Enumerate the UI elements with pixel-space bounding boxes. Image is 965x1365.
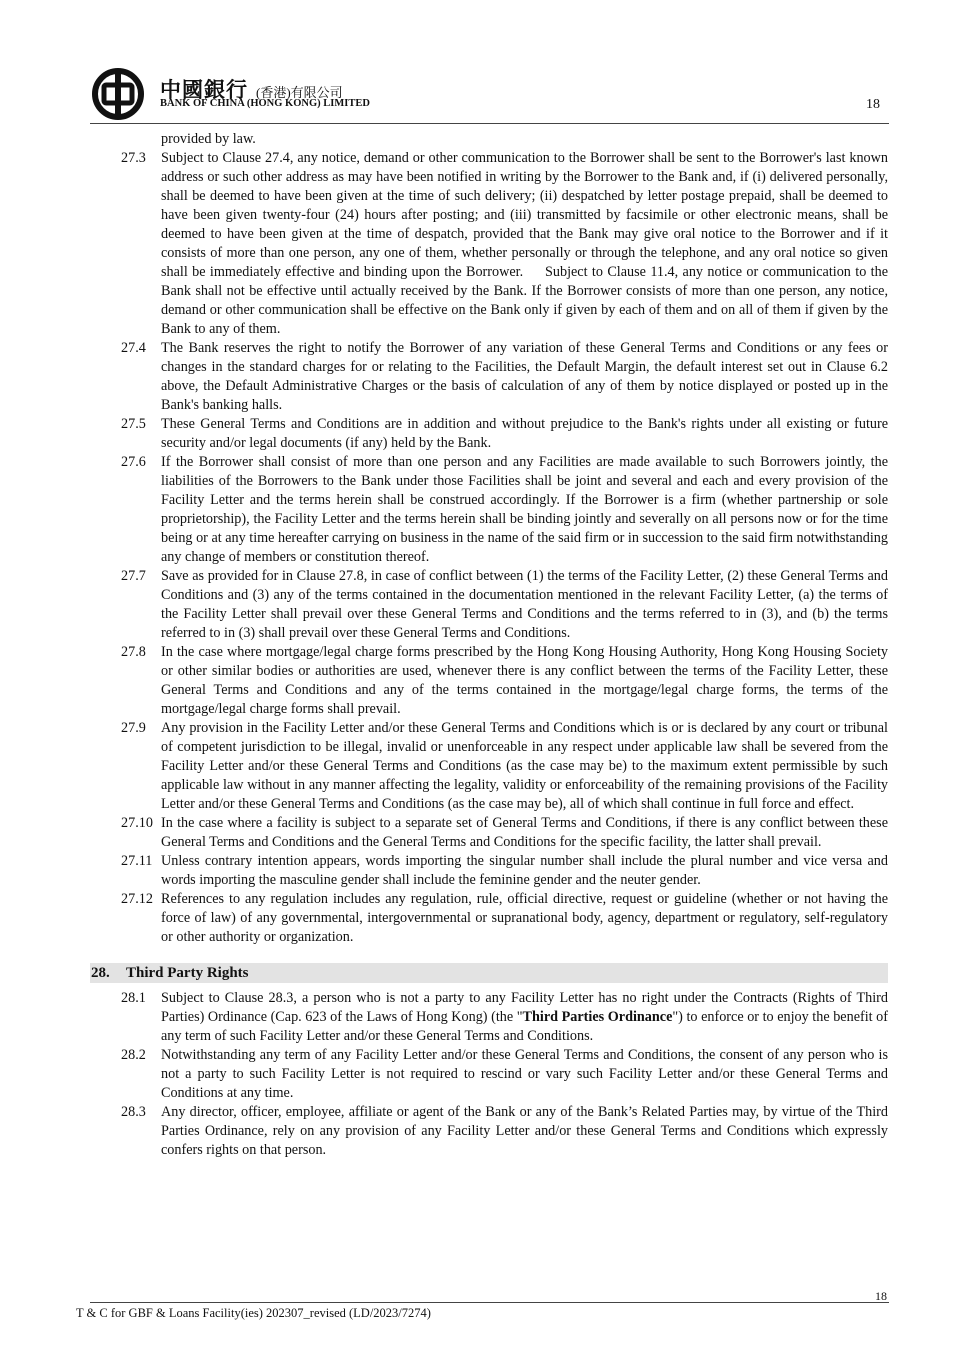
clause-number: 27.12 bbox=[121, 891, 153, 907]
document-reference: T & C for GBF & Loans Facility(ies) 202307_revised (LD/2023/7274) bbox=[76, 1306, 431, 1320]
clause-27-9 bbox=[90, 719, 888, 814]
continuation-text: provided by law. bbox=[161, 131, 256, 147]
page-header bbox=[90, 68, 890, 124]
clause-number: 27.7 bbox=[121, 568, 146, 584]
bank-logo-icon bbox=[90, 68, 146, 120]
clause-number: 28.2 bbox=[121, 1047, 146, 1063]
clause-28-3 bbox=[90, 1103, 888, 1160]
clause-number: 27.4 bbox=[121, 340, 146, 356]
logo-english-name: BANK OF CHINA (HONG KONG) LIMITED bbox=[160, 98, 370, 109]
section-title: Third Party Rights bbox=[126, 965, 249, 981]
clause-text: Subject to Clause 27.4, any notice, demand or other communication to the Borrower shall be sent to the Borrower's last known address or such other address as may have been notified in writing by the Borrower to the Bank and, if (i) delivered personally, shall be deemed to have been given at the time of such delivery; (ii) despatched by letter postage prepaid, shall be deemed to have been given twenty-four (24) hours after posting; and (iii) transmitted by facsimile or other electronic means, shall be deemed to have been given at the time of despatch, provided that the Bank may give oral notice to the Borrower and if it consists of more than one person, any one of them, whether personally or through the telephone, and any oral notice so given shall be immediately effective and binding upon the Borrower. Subject to Clause 11.4, any notice or communication to the Bank shall not be effective until actually received by the Bank. If the Borrower consists of more than one person, any notice, demand or other communication shall be effective on the Bank only if given by each of them and on all of them if given by the Bank to any of them. bbox=[161, 150, 892, 337]
clause-27-4 bbox=[90, 339, 888, 415]
clause-number: 27.11 bbox=[121, 853, 153, 869]
clause-27-5 bbox=[90, 415, 888, 453]
section-heading-28 bbox=[90, 963, 888, 983]
header-divider bbox=[90, 123, 889, 124]
clause-number: 27.6 bbox=[121, 454, 146, 470]
section-number: 28. bbox=[91, 965, 110, 981]
clause-number: 28.1 bbox=[121, 990, 146, 1006]
clause-number: 27.10 bbox=[121, 815, 153, 831]
footer-divider bbox=[90, 1302, 889, 1303]
clause-27-8 bbox=[90, 643, 888, 719]
page-number-bottom: 18 bbox=[875, 1289, 887, 1303]
document-body bbox=[90, 130, 892, 1160]
clause-text: Any provision in the Facility Letter and/or these General Terms and Conditions which is or is declared by any court or tribunal of competent jurisdiction to be illegal, invalid or unenforceable in any respect under applicable law shall be severed from the Facility Letter and/or these General Terms and Conditions (as the case may be) to the maximum extent permissible by such applicable law without in any manner affecting the legality, validity or enforceability of the remaining provisions of the Facility Letter and/or these General Terms and Conditions (as the case may be), all of which shall continue in full force and effect. bbox=[161, 720, 888, 812]
clause-number: 27.8 bbox=[121, 644, 146, 660]
clause-number: 27.9 bbox=[121, 720, 146, 736]
clause-27-7 bbox=[90, 567, 888, 643]
clause-27-12 bbox=[90, 890, 888, 947]
clause-27-3 bbox=[90, 149, 892, 339]
clause-text: In the case where mortgage/legal charge forms prescribed by the Hong Kong Housing Authority, Hong Kong Housing Society or other similar bodies or authorities are used, whenever there is any conflict between the terms of the Facility Letter, these General Terms and Conditions and any of the terms contained in the mortgage/legal charge forms, the terms of the mortgage/legal charge forms shall prevail. bbox=[161, 644, 888, 717]
clause-number: 27.5 bbox=[121, 416, 146, 432]
clause-text: Unless contrary intention appears, words importing the singular number shall include the plural number and vice versa and words importing the masculine gender shall include the feminine gender and the neuter gender. bbox=[161, 853, 888, 888]
clause-text: Subject to Clause 28.3, a person who is not a party to any Facility Letter has no right under the Contracts (Rights of Third Parties) Ordinance (Cap. 623 of the Laws of Hong Kong) (the "Third Parties Ordinance") to enforce or to enjoy the benefit of any term of such Facility Letter and/or these General Terms and Conditions. bbox=[161, 990, 889, 1044]
clause-text: References to any regulation includes any regulation, rule, official directive, request or guideline (whether or not having the force of law) of any governmental, intergovernmental or supranational body, agency, department or regulatory, self-regulatory or other authority or organization. bbox=[161, 891, 888, 945]
clause-text: In the case where a facility is subject to a separate set of General Terms and Conditions, if there is any conflict between these General Terms and Conditions and the General Terms and Conditions for the specific facility, the latter shall prevail. bbox=[161, 815, 888, 850]
clause-number: 27.3 bbox=[121, 150, 146, 166]
defined-term: Third Parties Ordinance bbox=[522, 1009, 673, 1025]
clause-27-10 bbox=[90, 814, 888, 852]
clause-number: 28.3 bbox=[121, 1104, 146, 1120]
logo-chinese-name: 中國銀行 (香港)有限公司 bbox=[160, 78, 343, 102]
clause-27-6 bbox=[90, 453, 888, 567]
clause-27-11 bbox=[90, 852, 888, 890]
clause-28-2 bbox=[90, 1046, 888, 1103]
page-number-top: 18 bbox=[866, 97, 880, 112]
clause-text: The Bank reserves the right to notify the Borrower of any variation of these General Terms and Conditions or any fees or changes in the standard charges for or relating to the Facilities, the Default Margin, the default interest set out in Clause 6.2 above, the Default Administrative Charges or the basis of calculation of any of them by notice displayed or posted up in the Bank's banking halls. bbox=[161, 340, 888, 413]
clause-text: Save as provided for in Clause 27.8, in case of conflict between (1) the terms of the Facility Letter, (2) these General Terms and Conditions and (3) any of the terms contained in the documentation mentioned in the relevant Facility Letter, (a) the terms of the Facility Letter shall prevail over these General Terms and Conditions and the terms referred to in (3), and (b) the terms referred to in (3) shall prevail over these General Terms and Conditions. bbox=[161, 568, 888, 641]
clause-text: These General Terms and Conditions are in addition and without prejudice to the Bank's rights under all existing or future security and/or legal documents (if any) held by the Bank. bbox=[161, 416, 888, 451]
clause-text: If the Borrower shall consist of more than one person and any Facilities are made available to such Borrowers jointly, the liabilities of the Borrowers to the Bank under those Facilities shall be joint and several and each and every provision of the Facility Letter and the terms herein shall be construed accordingly. If the Borrower is a firm (whether partnership or sole proprietorship), the Facility Letter and the terms herein shall be binding jointly and severally on all persons now or for the time being or at any time hereafter carrying on business in the name of the said firm or in succession to the said firm notwithstanding any change of members or constitution thereof. bbox=[161, 454, 888, 565]
clause-28-1 bbox=[90, 989, 888, 1046]
clause-text: Any director, officer, employee, affiliate or agent of the Bank or any of the Bank’s Related Parties may, by virtue of the Third Parties Ordinance, rely on any provision of any Facility Letter and/or these General Terms and Conditions which expressly confers rights on that person. bbox=[161, 1104, 888, 1158]
clause-text: Notwithstanding any term of any Facility Letter and/or these General Terms and Conditions, the consent of any person who is not a party to such Facility Letter is not required to rescind or vary such Facility Letter and/or these General Terms and Conditions at any time. bbox=[161, 1047, 888, 1101]
